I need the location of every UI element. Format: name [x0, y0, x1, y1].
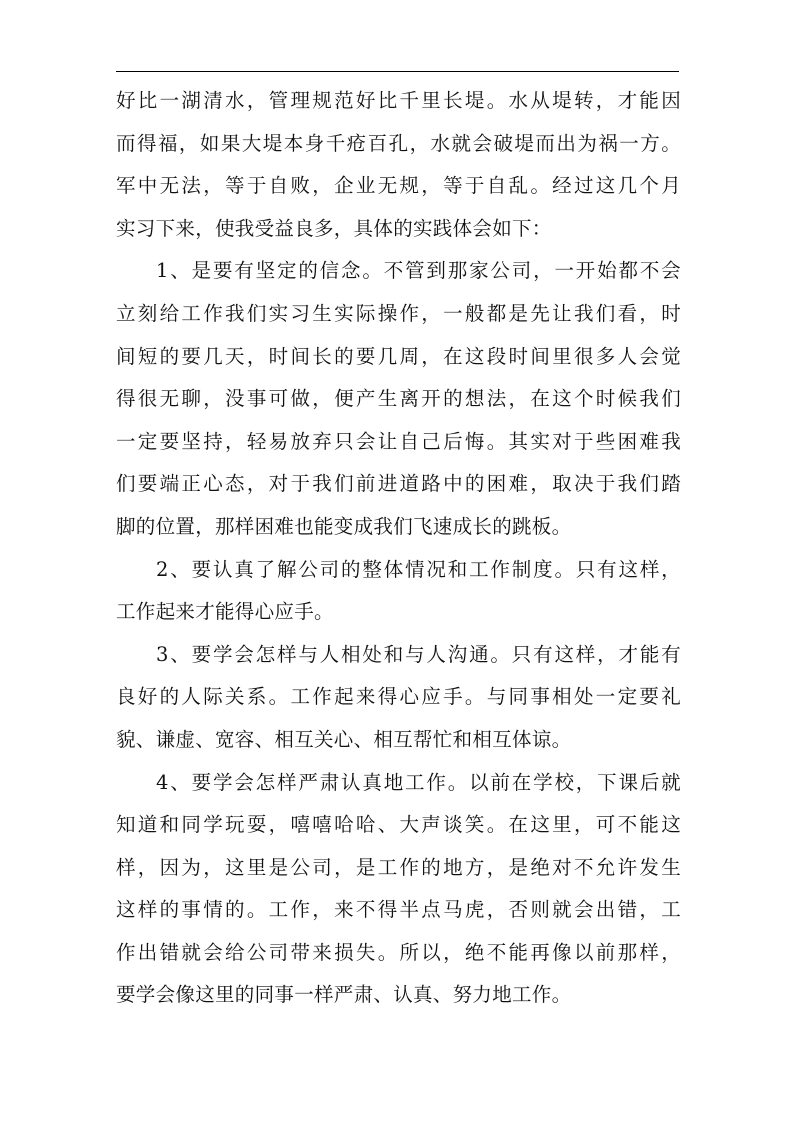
text-line: 3、要学会怎样与人相处和与人沟通。只有这样，才能有 [156, 642, 681, 666]
text-line: 样，因为，这里是公司，是工作的地方，是绝对不允许发生 [116, 855, 681, 879]
text-line: 军中无法，等于自败，企业无规，等于自乱。经过这几个月 [116, 174, 681, 198]
text-line: 1、是要有坚定的信念。不管到那家公司，一开始都不会 [156, 259, 681, 283]
text-line: 这样的事情的。工作，来不得半点马虎，否则就会出错，工 [116, 898, 681, 922]
text-line: 4、要学会怎样严肃认真地工作。以前在学校，下课后就 [156, 770, 681, 794]
text-line: 貌、谦虚、宽容、相互关心、相互帮忙和相互体谅。 [116, 727, 572, 751]
text-line: 好比一湖清水，管理规范好比千里长堤。水从堤转，才能因 [116, 89, 681, 112]
text-line: 2、要认真了解公司的整体情况和工作制度。只有这样， [156, 557, 681, 581]
text-line: 工作起来才能得心应手。 [116, 600, 334, 624]
text-line: 知道和同学玩耍，嘻嘻哈哈、大声谈笑。在这里，可不能这 [116, 813, 681, 837]
text-line: 们要端正心态，对于我们前进道路中的困难，取决于我们踏 [116, 472, 681, 496]
text-line: 得很无聊，没事可做，便产生离开的想法，在这个时候我们 [116, 387, 681, 411]
text-line: 脚的位置，那样困难也能变成我们飞速成长的跳板。 [116, 514, 572, 538]
text-line: 立刻给工作我们实习生实际操作，一般都是先让我们看，时 [116, 301, 681, 325]
text-line: 要学会像这里的同事一样严肃、认真、努力地工作。 [116, 983, 572, 1007]
body-text [116, 80, 681, 1017]
text-line: 而得福，如果大堤本身千疮百孔，水就会破堤而出为祸一方。 [116, 131, 681, 155]
header-rule [116, 71, 679, 72]
text-line: 作出错就会给公司带来损失。所以，绝不能再像以前那样， [116, 940, 681, 964]
text-line: 一定要坚持，轻易放弃只会让自己后悔。其实对于些困难我 [116, 429, 681, 453]
text-line: 良好的人际关系。工作起来得心应手。与同事相处一定要礼 [116, 685, 681, 709]
text-line: 实习下来，使我受益良多，具体的实践体会如下： [116, 216, 552, 240]
text-line: 间短的要几天，时间长的要几周，在这段时间里很多人会觉 [116, 344, 681, 368]
